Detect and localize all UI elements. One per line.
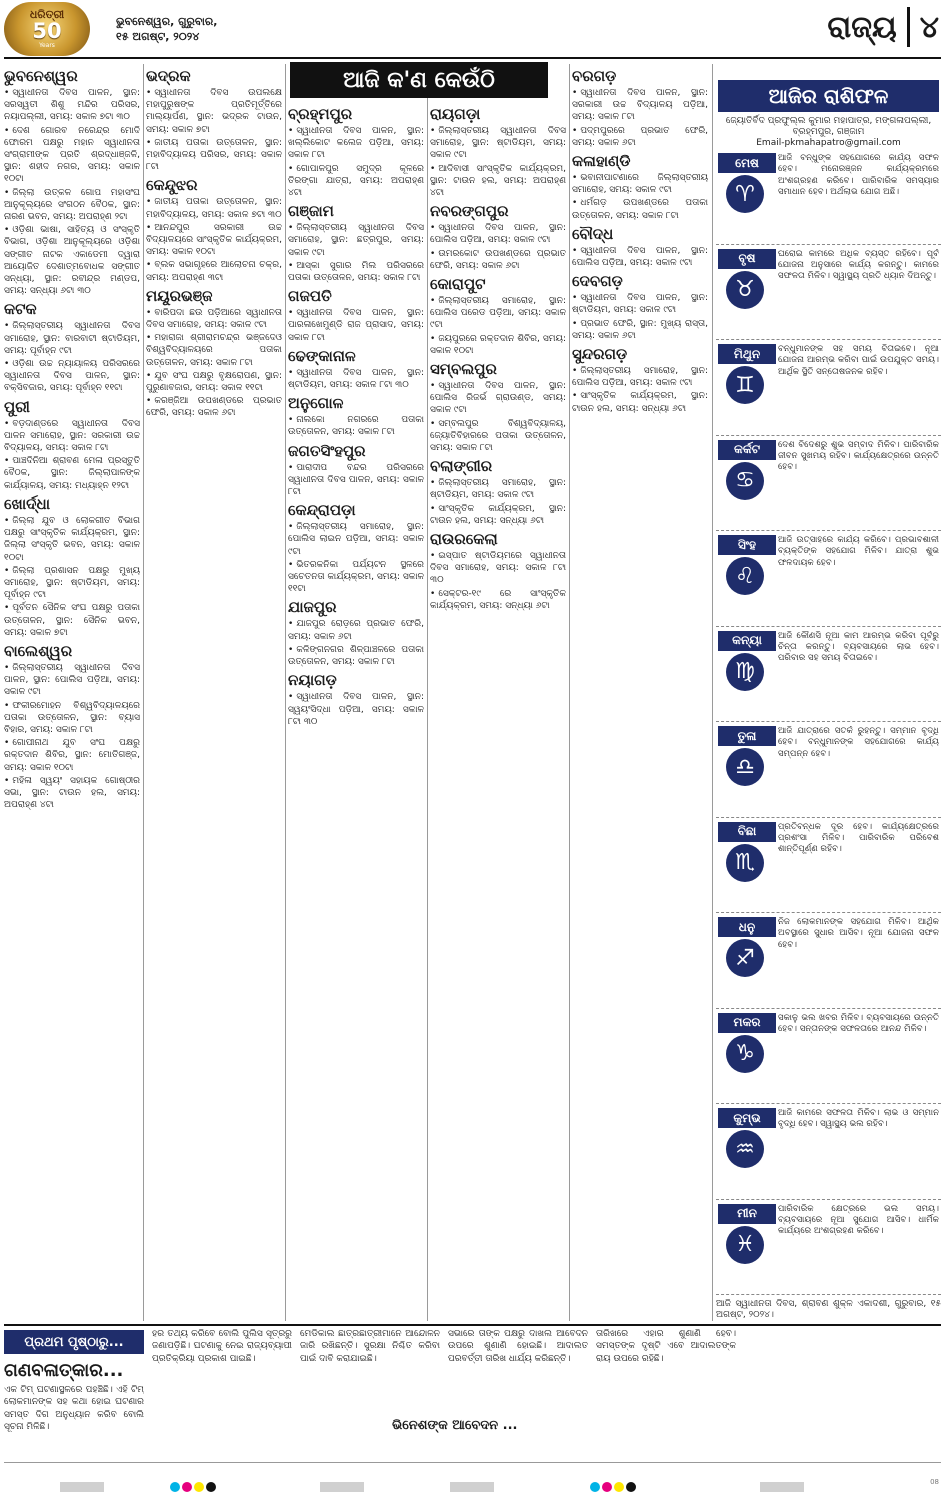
dateline-place-day: ଭୁବନେଶ୍ୱର, ଗୁରୁବାର,: [116, 15, 218, 28]
district-heading: ମୟୂରଭଞ୍ଜ: [146, 286, 213, 305]
event-entry: • ସ୍ୱାଧୀନତା ଦିବସ ପାଳନ, ସ୍ଥାନ: ଖଲ୍ଲିକୋଟ କଲେଜ ପଡ଼ିଆ, ସମୟ: ସକାଳ ୮ଟା: [288, 125, 424, 162]
event-entry: • ଓଡ଼ିଶା ଉଚ୍ଚ ନ୍ୟାୟାଳୟ ପରିସରରେ ସ୍ୱାଧୀନତା ଦିବସ ପାଳନ, ସ୍ଥାନ: ବକ୍ସିବଜାର, ସମୟ: ପୂର୍ବାହ୍ନ ୧୧ଟା: [4, 358, 140, 395]
event-entry: • ପୂର୍ବତନ ସୈନିକ ସଂଘ ପକ୍ଷରୁ ପତାକା ଉତ୍ତୋଳନ, ସ୍ଥାନ: ସୈନିକ ଭବନ, ସମୟ: ସକାଳ ୭ଟା: [4, 602, 140, 639]
horoscope-byline: ଜ୍ୟୋତିର୍ବିଦ ପ୍ରଫୁଲ୍ଲ କୁମାର ମହାପାତ୍ର, ମଙ୍ଗଳାପଲ୍ଲୀ, ବ୍ରହ୍ମପୁର, ଗଞ୍ଜାମ: [725, 116, 932, 137]
district-heading: କଳାହାଣ୍ଡି: [572, 152, 631, 171]
district-heading: ସୁନ୍ଦରଗଡ଼: [572, 345, 628, 364]
continuation-text: ହର ତଥ୍ୟ କରିବେ ବୋଲି ପୁଲିସ ସୂତ୍ରରୁ ଜଣାପଡ଼ିଛି। ଘଟଣାକୁ ନେଇ ରାଜ୍ୟବ୍ୟାପୀ ପ୍ରତିକ୍ରିୟା ପ୍ରକାଶ ପାଇଛି।: [152, 1329, 292, 1364]
horoscope-title: ଆଜିର ରାଶିଫଳ: [718, 80, 939, 112]
continuation-text: ତାରିଖରେ ଏହାର ଶୁଣାଣି ହେବ। ସମସ୍ତଙ୍କ ଦୃଷ୍ଟି ଏବେ ଆଦାଲତଙ୍କ ରାୟ ଉପରେ ରହିଛି।: [596, 1329, 736, 1364]
event-column: [146, 64, 282, 1321]
event-entry: • ମହାରାଜା ଶ୍ରୀରାମଚନ୍ଦ୍ର ଭଞ୍ଜଦେଓ ବିଶ୍ୱବିଦ୍ୟାଳୟରେ ପତାକା ଉତ୍ତୋଳନ, ସମୟ: ସକାଳ ୮ଟା: [146, 332, 282, 369]
event-column: [4, 64, 140, 1321]
event-columns: [4, 64, 710, 1321]
zodiac-icon: ♏: [726, 844, 764, 882]
sign-entry: [716, 533, 941, 627]
cyan-dot: [590, 1482, 600, 1492]
sign-forecast: ଆଜି କାମରେ ସଫଳତା ମିଳିବ। ଲାଭ ଓ ସମ୍ମାନ ବୃଦ୍ଧି ହେବ। ସ୍ୱାସ୍ଥ୍ୟ ଭଲ ରହିବ।: [778, 1108, 939, 1130]
zodiac-icon: ♌: [726, 557, 764, 595]
front-page-continuation-label: ପ୍ରଥମ ପୃଷ୍ଠାରୁ...: [4, 1330, 144, 1354]
sign-name: ମକର: [718, 1013, 776, 1033]
district-heading: ଭଦ୍ରକ: [146, 67, 191, 85]
color-registration-marks: [590, 1482, 636, 1492]
continuation-headline: ଗଣବଳାତ୍କାର...: [4, 1360, 124, 1381]
event-entry: • ସ୍ୱାଧୀନତା ଦିବସ ପାଳନ, ସ୍ଥାନ: ଷ୍ଟାଡିୟମ, ସମୟ: ସକାଳ ୮ଟା ୩୦: [288, 367, 424, 391]
continuation-text: ଏକ ଟିମ୍ ଘଟଣାସ୍ଥଳରେ ପହଞ୍ଚିଛି। ଏହି ଟିମ୍ ଲୋକମାନଙ୍କ ସହ କଥା ହୋଇ ଘଟଣାର ସମସ୍ତ ଦିଗ ଅନୁଧ୍ୟାନ କରିବ ବୋଲି ସୂଚନା ମିଳିଛି।: [4, 1385, 144, 1432]
zodiac-icon: ♋: [726, 462, 764, 500]
event-entry: • ଧର୍ମଗଡ଼ ଉପଖଣ୍ଡରେ ପତାକା ଉତ୍ତୋଳନ, ସମୟ: ସକାଳ ୮ଟା: [572, 197, 708, 221]
district-heading: ଦେବଗଡ଼: [572, 272, 623, 291]
event-entry: • ସାଂସ୍କୃତିକ କାର୍ଯ୍ୟକ୍ରମ, ସ୍ଥାନ: ଟାଉନ ହଲ, ସମୟ: ସନ୍ଧ୍ୟା ୬ଟା: [572, 390, 708, 414]
event-entry: • ନାଲକୋ ନଗରରେ ପତାକା ଉତ୍ତୋଳନ, ସମୟ: ସକାଳ ୮ଟା: [288, 414, 424, 438]
brand-name: ଧରିତ୍ରୀ: [29, 8, 65, 21]
event-column: [288, 64, 424, 1321]
sign-name: ମିଥୁନ: [718, 344, 776, 364]
panchang-note: ଆଜି ସ୍ୱାଧୀନତା ଦିବସ, ଶ୍ରାବଣ ଶୁକ୍ଳ ଏକାଦଶୀ, ଗୁରୁବାର, ୧୫ ଅଗଷ୍ଟ, ୨୦୨୪।: [716, 1299, 941, 1320]
event-entry: • ଜିଲ୍ଲା ଯୁବ ଓ ଲୋକଗୀତ ବିଭାଗ ପକ୍ଷରୁ ସାଂସ୍କୃତିକ କାର୍ଯ୍ୟକ୍ରମ, ସ୍ଥାନ: ଜିଲ୍ଲା ସଂସ୍କୃତି ଭବନ, ସମୟ: ସକାଳ ୧୦ଟା: [4, 515, 140, 564]
event-entry: • ଭିତରକନିକା ପର୍ଯ୍ୟଟନ ସ୍ଥଳରେ ସଚେତନତା କାର୍ଯ୍ୟକ୍ରମ, ସମୟ: ସକାଳ ୧୧ଟା: [288, 559, 424, 596]
section-name: ରାଜ୍ୟ: [827, 9, 897, 45]
zodiac-icon: ♐: [726, 939, 764, 977]
event-entry: • ଯୁବ ସଂଘ ପକ୍ଷରୁ ବୃକ୍ଷରୋପଣ, ସ୍ଥାନ: ପୁରୁଣାବଜାର, ସମୟ: ସକାଳ ୧୧ଟା: [146, 370, 282, 394]
event-entry: • ଜିଲ୍ଲା ଉତ୍କଳ ଗୋପ ମହାସଂଘ ଆନୁକୂଲ୍ୟରେ ସଂଗଠନ ବୈଠକ, ସ୍ଥାନ: ନାରଣ ଭବନ, ସମୟ: ଅପରାହ୍ଣ ୨ଟା: [4, 187, 140, 224]
event-entry: • ଫକୀରମୋହନ ବିଶ୍ୱବିଦ୍ୟାଳୟରେ ପତାକା ଉତ୍ତୋଳନ, ସ୍ଥାନ: ବ୍ୟାସ ବିହାର, ସମୟ: ସକାଳ ୮ଟା: [4, 700, 140, 737]
event-entry: • ପାଞ୍ଚଦିନିଆ ଶ୍ରାବଣ ମେଳା ପ୍ରସ୍ତୁତି ବୈଠକ, ସ୍ଥାନ: ଜିଲ୍ଲାପାଳଙ୍କ କାର୍ଯ୍ୟାଳୟ, ସମୟ: ମଧ୍ୟାହ୍ନ ୧୨ଟା: [4, 455, 140, 492]
district-heading: ଗଞ୍ଜାମ: [288, 202, 334, 221]
event-column: [572, 64, 708, 1321]
zodiac-icon: ♈: [726, 175, 764, 213]
dateline: [116, 14, 306, 44]
zodiac-icon: ♑: [726, 1035, 764, 1073]
event-entry: • ସ୍ୱାଧୀନତା ଦିବସ ପାଳନ, ସ୍ଥାନ: ପାରଳାଖେମୁଣ୍ଡି ରାଜ ପ୍ରାସାଦ, ସମୟ: ସକାଳ ୮ଟା: [288, 307, 424, 344]
event-entry: • ଯାଜପୁର ରୋଡ଼ରେ ପ୍ରଭାତ ଫେରି, ସମୟ: ସକାଳ ୬ଟା: [288, 618, 424, 642]
sign-entry: [716, 247, 941, 341]
district-heading: ବରଗଡ଼: [572, 67, 617, 85]
sign-entry: [716, 820, 941, 914]
zodiac-icon: ♒: [726, 1130, 764, 1168]
district-heading: ଢେଙ୍କାନାଳ: [288, 346, 356, 365]
sign-name: ବିଛା: [718, 822, 776, 842]
zodiac-icon: ♎: [726, 748, 764, 786]
sign-entry: [716, 438, 941, 532]
event-entry: • ସାଂସ୍କୃତିକ କାର୍ଯ୍ୟକ୍ରମ, ସ୍ଥାନ: ଟାଉନ ହଲ, ସମୟ: ସନ୍ଧ୍ୟା ୬ଟା: [430, 503, 566, 527]
district-heading: ଅନୁଗୋଳ: [288, 394, 344, 413]
event-entry: • ପଦ୍ମପୁରରେ ପ୍ରଭାତ ଫେରି, ସମୟ: ସକାଳ ୬ଟା: [572, 125, 708, 149]
column-divider: [569, 64, 570, 1321]
district-heading: ନବରଙ୍ଗପୁର: [430, 202, 509, 221]
event-entry: • ସ୍ୱାଧୀନତା ଦିବସ ପାଳନ, ସ୍ଥାନ: ପୋଲିସ ପଡ଼ିଆ, ସମୟ: ସକାଳ ୯ଟା: [572, 245, 708, 269]
continuation-subhead: ଭିନେଶଙ୍କ ଆବେଦନ ...: [392, 1418, 552, 1438]
event-entry: • ଆଦିବାସୀ ସାଂସ୍କୃତିକ କାର୍ଯ୍ୟକ୍ରମ, ସ୍ଥାନ: ଟାଉନ ହଲ, ସମୟ: ଅପରାହ୍ଣ ୪ଟା: [430, 163, 566, 200]
cyan-dot: [170, 1482, 180, 1492]
event-column: [430, 64, 566, 1321]
event-entry: • ଜିଲ୍ଲାସ୍ତରୀୟ ସ୍ୱାଧୀନତା ଦିବସ ପାଳନ, ସ୍ଥାନ: ପୋଲିସ ପଡ଼ିଆ, ସମୟ: ସକାଳ ୯ଟା: [4, 662, 140, 699]
district-heading: କଟକ: [4, 300, 37, 319]
event-entry: • ସ୍ୱାଧୀନତା ଦିବସ ପାଳନ, ସ୍ଥାନ: ସ୍ୱୟଂସିଦ୍ଧା ପଡ଼ିଆ, ସମୟ: ସକାଳ ୮ଟା ୩୦: [288, 691, 424, 728]
event-entry: • ଜିଲ୍ଲାସ୍ତରୀୟ ସମାରୋହ, ସ୍ଥାନ: ପୋଲିସ ପଡ଼ିଆ, ସମୟ: ସକାଳ ୯ଟା: [572, 365, 708, 389]
sign-entry: [716, 342, 941, 436]
masthead: [0, 0, 945, 58]
event-entry: • ସେକ୍ଟର-୧୯ ରେ ସାଂସ୍କୃତିକ କାର୍ଯ୍ୟକ୍ରମ, ସମୟ: ସନ୍ଧ୍ୟା ୬ଟା: [430, 588, 566, 612]
district-heading: ଗଜପତି: [288, 287, 332, 306]
horoscope-email: Email-pkmahapatro@gmail.com: [756, 138, 901, 148]
event-entry: • ଦେଶ ଗୋରବ ନରେନ୍ଦ୍ର ମୋଦି ଫୋରମ ପକ୍ଷରୁ ମହାନ ସ୍ୱାଧୀନତା ସଂଗ୍ରାମୀଙ୍କ ପ୍ରତି ଶ୍ରଦ୍ଧାଞ୍ଜଳି, ସ୍ଥାନ: ଶହୀଦ ନଗର, ସମୟ: ସକାଳ ୧୦ଟା: [4, 125, 140, 186]
sign-forecast: ଦେଶ ବିଦେଶରୁ ଶୁଭ ସମ୍ବାଦ ମିଳିବ। ପାରିବାରିକ ଜୀବନ ସୁଖମୟ ରହିବ। କାର୍ଯ୍ୟକ୍ଷେତ୍ରରେ ଉନ୍ନତି ହେବ।: [778, 439, 939, 473]
continuation-text: ସଭାରେ ତାଙ୍କ ପକ୍ଷରୁ ଦାଖଲ ଆବେଦନ ଉପରେ ଶୁଣାଣି ହୋଇଛି। ଆଦାଲତ ପରବର୍ତ୍ତୀ ତାରିଖ ଧାର୍ଯ୍ୟ କରିଛନ୍ତି।: [448, 1329, 588, 1364]
event-entry: • ଉମରକୋଟ ଉପଖଣ୍ଡରେ ପ୍ରଭାତ ଫେରି, ସମୟ: ସକାଳ ୬ଟା: [430, 248, 566, 272]
event-entry: • ପ୍ରଭାତ ଫେରି, ସ୍ଥାନ: ମୁଖ୍ୟ ରାସ୍ତା, ସମୟ: ସକାଳ ୬ଟା: [572, 318, 708, 342]
yellow-dot: [194, 1482, 204, 1492]
sign-entry: [716, 915, 941, 1009]
district-heading: ରାଉରକେଲା: [430, 530, 498, 549]
district-heading: ନୟାଗଡ଼: [288, 671, 337, 690]
page-number: ୪: [919, 9, 939, 45]
sign-forecast: ଆଜି ବନ୍ଧୁଙ୍କ ସହଯୋଗରେ କାର୍ଯ୍ୟ ସଫଳ ହେବ। ମନୋରଞ୍ଜନ କାର୍ଯ୍ୟକ୍ରମରେ ଅଂଶଗ୍ରହଣ କରିବେ। ପାରିବାରିକ ସମସ୍ୟାର ସମାଧାନ ହେବ। ଅର୍ଥଲାଭ ଯୋଗ ଅଛି।: [778, 153, 939, 197]
sign-entry: [716, 1106, 941, 1200]
event-entry: • କରଞ୍ଜିଆ ଉପଖଣ୍ଡରେ ପ୍ରଭାତ ଫେରି, ସମୟ: ସକାଳ ୬ଟା: [146, 395, 282, 419]
event-entry: • ସ୍ୱାଧୀନତା ଦିବସ ପାଳନ, ସ୍ଥାନ: ପୋଲିସ ପଡ଼ିଆ, ସମୟ: ସକାଳ ୯ଟା: [430, 222, 566, 246]
event-entry: • ବାରିପଦା ଛଉ ପଡ଼ିଆରେ ସ୍ୱାଧୀନତା ଦିବସ ସମାରୋହ, ସମୟ: ସକାଳ ୯ଟା: [146, 307, 282, 331]
event-entry: • ସ୍ୱାଧୀନତା ଦିବସ ପାଳନ, ସ୍ଥାନ: ପୋଲିସ ରିଜର୍ଭ ଗ୍ରାଉଣ୍ଡ, ସମୟ: ସକାଳ ୯ଟା: [430, 380, 566, 417]
event-entry: • ଗୋପୀନାଥ ଯୁବ ସଂଘ ପକ୍ଷରୁ ରକ୍ତଦାନ ଶିବିର, ସ୍ଥାନ: ମୋତିଗଞ୍ଜ, ସମୟ: ସକାଳ ୧୦ଟା: [4, 737, 140, 774]
sign-entry: [716, 629, 941, 723]
event-entry: • ସମ୍ବଲପୁର ବିଶ୍ୱବିଦ୍ୟାଳୟ, ଜ୍ୟୋତିବିହାରରେ ପତାକା ଉତ୍ତୋଳନ, ସମୟ: ସକାଳ ୮ଟା: [430, 418, 566, 455]
event-entry: • ଆନନ୍ଦପୁର ସରକାରୀ ଉଚ୍ଚ ବିଦ୍ୟାଳୟରେ ସାଂସ୍କୃତିକ କାର୍ଯ୍ୟକ୍ରମ, ସମୟ: ସକାଳ ୧୦ଟା: [146, 222, 282, 259]
black-dot: [206, 1482, 216, 1492]
sign-forecast: ପାରିବାରିକ କ୍ଷେତ୍ରରେ ଭଲ ସମୟ। ବ୍ୟବସାୟରେ ନୂଆ ସୁଯୋଗ ଆସିବ। ଧାର୍ମିକ କାର୍ଯ୍ୟରେ ଅଂଶଗ୍ରହଣ କରିବେ।: [778, 1203, 939, 1237]
district-heading: ସମ୍ବଲପୁର: [430, 360, 497, 379]
sign-name: ତୁଳା: [718, 726, 776, 746]
section-header: [793, 2, 939, 52]
zodiac-icon: ♍: [726, 653, 764, 691]
event-entry: • ବ୍ଲକ ସଭାଗୃହରେ ଆଲୋଚନା ଚକ୍ର, ସମୟ: ଅପରାହ୍ଣ ୩ଟା: [146, 259, 282, 283]
district-heading: ଯାଜପୁର: [288, 598, 337, 617]
sign-forecast: ଘରୋଇ କାମରେ ଅଧିକ ବ୍ୟସ୍ତ ରହିବେ। ପୂର୍ବ ଯୋଜନା ଅନୁସାରେ କାର୍ଯ୍ୟ କରନ୍ତୁ। କାମରେ ସଫଳତା ମିଳିବ। ସ୍ୱାସ୍ଥ୍ୟ ପ୍ରତି ଧ୍ୟାନ ଦିଅନ୍ତୁ।: [778, 248, 939, 282]
sign-entry: [716, 724, 941, 818]
sign-entry: [716, 1202, 941, 1296]
event-entry: • ମହିଳା ସ୍ୱୟଂ ସହାୟକ ଗୋଷ୍ଠୀର ସଭା, ସ୍ଥାନ: ଟାଉନ ହଲ, ସମୟ: ଅପରାହ୍ଣ ୪ଟା: [4, 775, 140, 812]
sign-list: [716, 151, 941, 1321]
anniversary-sub: Years: [39, 42, 55, 49]
district-heading: ଭୁବନେଶ୍ୱର: [4, 67, 78, 85]
event-entry: • ସ୍ୱାଧୀନତା ଦିବସ ପାଳନ, ସ୍ଥାନ: ସରକାରୀ ଉଚ୍ଚ ବିଦ୍ୟାଳୟ ପଡ଼ିଆ, ସମୟ: ସକାଳ ୮ଟା: [572, 87, 708, 124]
magenta-dot: [602, 1482, 612, 1492]
sign-forecast: ସକାଳୁ ଭଲ ଖବର ମିଳିବ। ବ୍ୟବସାୟରେ ଉନ୍ନତି ହେବ। ସନ୍ତାନଙ୍କ ସଫଳତାରେ ଆନନ୍ଦ ମିଳିବ।: [778, 1012, 939, 1034]
district-heading: ଖୋର୍ଦ୍ଧା: [4, 494, 51, 513]
sign-name: ମେଷ: [718, 153, 776, 173]
event-entry: • ଭବାନୀପାଟଣାରେ ଜିଲ୍ଲାସ୍ତରୀୟ ସମାରୋହ, ସମୟ: ସକାଳ ୯ଟା: [572, 172, 708, 196]
event-entry: • ଜାତୀୟ ପତାକା ଉତ୍ତୋଳନ, ସ୍ଥାନ: ମହାବିଦ୍ୟାଳୟ ପରିସର, ସମୟ: ସକାଳ ୮ଟା: [146, 137, 282, 174]
sign-name: ଧନୁ: [718, 917, 776, 937]
event-entry: • ଜିଲ୍ଲାସ୍ତରୀୟ ସ୍ୱାଧୀନତା ଦିବସ ସମାରୋହ, ସ୍ଥାନ: ବାରବାଟୀ ଷ୍ଟାଡିୟମ, ସମୟ: ପୂର୍ବାହ୍ନ ୯ଟା: [4, 320, 140, 357]
district-heading: ଜଗତସିଂହପୁର: [288, 441, 366, 460]
main-title: ଆଜି କ'ଣ କେଉଁଠି: [290, 62, 548, 98]
registration-block: [760, 1482, 804, 1492]
sign-name: କନ୍ୟା: [718, 631, 776, 651]
district-heading: ରାୟଗଡ଼ା: [430, 105, 481, 123]
black-dot: [626, 1482, 636, 1492]
district-heading: ବାଲେଶ୍ୱର: [4, 641, 73, 660]
event-entry: • ଜିଲ୍ଲାସ୍ତରୀୟ ସମାରୋହ, ସ୍ଥାନ: ଷ୍ଟାଡିୟମ, ସମୟ: ସକାଳ ୯ଟା: [430, 477, 566, 501]
event-entry: • ପାରାଦୀପ ବନ୍ଦର ପରିସରରେ ସ୍ୱାଧୀନତା ଦିବସ ପାଳନ, ସମୟ: ସକାଳ ୮ଟା: [288, 462, 424, 499]
event-entry: • ଜିଲ୍ଲାସ୍ତରୀୟ ସମାରୋହ, ସ୍ଥାନ: ପୋଲିସ ଲାଇନ ପଡ଼ିଆ, ସମୟ: ସକାଳ ୯ଟା: [288, 521, 424, 558]
footer-rule: [4, 1462, 941, 1463]
anniversary-emblem: [4, 2, 90, 56]
registration-block: [60, 1482, 104, 1492]
district-heading: କୋରାପୁଟ: [430, 275, 486, 294]
district-heading: ପୁରୀ: [4, 397, 30, 416]
sign-entry: [716, 151, 941, 245]
event-entry: • କଳିଙ୍ଗନଗର ଶିଳ୍ପାଞ୍ଚଳରେ ପତାକା ଉତ୍ତୋଳନ, ସମୟ: ସକାଳ ୮ଟା: [288, 644, 424, 668]
event-entry: • ଇସ୍ପାତ ଷ୍ଟାଡିୟମରେ ସ୍ୱାଧୀନତା ଦିବସ ସମାରୋହ, ସମୟ: ସକାଳ ୮ଟା ୩୦: [430, 550, 566, 587]
district-heading: ବ୍ରହ୍ମପୁର: [288, 105, 353, 123]
zodiac-icon: ♊: [726, 366, 764, 404]
sign-name: ବୃଷ: [718, 249, 776, 269]
horoscope-panel: [716, 80, 941, 1321]
top-rule: [4, 57, 941, 59]
sign-forecast: ଆଜି କୌଣସି ନୂଆ କାମ ଆରମ୍ଭ କରିବା ପୂର୍ବରୁ ଚିନ୍ତା କରନ୍ତୁ। ବ୍ୟବସାୟରେ ଲାଭ ହେବ। ପରିବାର ସହ ସମୟ ବିତାଇବେ।: [778, 630, 939, 664]
district-heading: ବଲାଙ୍ଗୀର: [430, 457, 493, 476]
event-entry: • ସ୍ୱାଧୀନତା ଦିବସ ପାଳନ, ସ୍ଥାନ: ସରସ୍ୱତୀ ଶିଶୁ ମନ୍ଦିର ପରିସର, ନୟାପଲ୍ଲୀ, ସମୟ: ସକାଳ ୭ଟା ୩୦: [4, 87, 140, 124]
event-entry: • ଜିଲ୍ଲାସ୍ତରୀୟ ସମାରୋହ, ସ୍ଥାନ: ପୋଲିସ ପରେଡ ପଡ଼ିଆ, ସମୟ: ସକାଳ ୯ଟା: [430, 295, 566, 332]
zodiac-icon: ♓: [726, 1226, 764, 1264]
sign-name: କୁମ୍ଭ: [718, 1108, 776, 1128]
event-entry: • ସ୍ୱାଧୀନତା ଦିବସ ପାଳନ, ସ୍ଥାନ: ଷ୍ଟାଡିୟମ, ସମୟ: ସକାଳ ୯ଟା: [572, 292, 708, 316]
column-divider: [143, 64, 144, 1321]
registration-block: [450, 1482, 494, 1492]
district-heading: ବୌଦ୍ଧ: [572, 224, 614, 243]
sign-forecast: ଆଜି ଯାତ୍ରାରେ ସତର୍କ ରୁହନ୍ତୁ। ସମ୍ମାନ ବୃଦ୍ଧି ହେବ। ବନ୍ଧୁମାନଙ୍କ ସହଯୋଗରେ କାର୍ଯ୍ୟ ସମ୍ପନ୍ନ ହେବ।: [778, 726, 939, 759]
event-entry: • ଜୟପୁରରେ ରକ୍ତଦାନ ଶିବିର, ସମୟ: ସକାଳ ୧୦ଟା: [430, 333, 566, 357]
event-entry: • ଜିଲ୍ଲାସ୍ତରୀୟ ସ୍ୱାଧୀନତା ଦିବସ ସମାରୋହ, ସ୍ଥାନ: ଛତ୍ରପୁର, ସମୟ: ସକାଳ ୯ଟା: [288, 222, 424, 259]
folio: 08: [930, 1478, 939, 1486]
event-entry: • ଜାତୀୟ ପତାକା ଉତ୍ତୋଳନ, ସ୍ଥାନ: ମହାବିଦ୍ୟାଳୟ, ସମୟ: ସକାଳ ୭ଟା ୩୦: [146, 196, 282, 220]
anniversary-number: 50: [32, 19, 62, 43]
magenta-dot: [182, 1482, 192, 1492]
column-divider: [427, 64, 428, 1321]
event-entry: • ଗୋପାଳପୁର ସମୁଦ୍ର କୂଳରେ ତିରଙ୍ଗା ଯାତ୍ରା, ସମୟ: ଅପରାହ୍ଣ ୪ଟା: [288, 163, 424, 200]
event-entry: • ଆସ୍କା ସୁଗାର ମିଲ ପରିସରରେ ପତାକା ଉତ୍ତୋଳନ, ସମୟ: ସକାଳ ୮ଟା: [288, 260, 424, 284]
bottom-rule: [4, 1324, 941, 1326]
district-heading: କେନ୍ଦୁଝର: [146, 176, 198, 195]
district-heading: କେନ୍ଦ୍ରାପଡ଼ା: [288, 501, 356, 520]
event-entry: • ବଡ଼ଦାଣ୍ଡରେ ସ୍ୱାଧୀନତା ଦିବସ ପାଳନ ସମାରୋହ, ସ୍ଥାନ: ସରକାରୀ ଉଚ୍ଚ ବିଦ୍ୟାଳୟ, ସମୟ: ସକାଳ ୮ଟା: [4, 418, 140, 455]
yellow-dot: [614, 1482, 624, 1492]
sign-forecast: ବନ୍ଧୁମାନଙ୍କ ସହ ସମୟ ବିତାଇବେ। ନୂଆ ଯୋଜନା ଆରମ୍ଭ କରିବା ପାଇଁ ଉପଯୁକ୍ତ ସମୟ। ଆର୍ଥିକ ସ୍ଥିତି ସନ୍ତୋଷଜନକ ରହିବ।: [778, 344, 939, 377]
sign-forecast: ପ୍ରତିବନ୍ଧକ ଦୂର ହେବ। କାର୍ଯ୍ୟକ୍ଷେତ୍ରରେ ପ୍ରଶଂସା ମିଳିବ। ପାରିବାରିକ ପରିବେଶ ଶାନ୍ତିପୂର୍ଣ୍ଣ ରହିବ।: [778, 821, 939, 855]
continuation-text: ମେଡିକାଲ ଛାତ୍ରଛାତ୍ରୀମାନେ ଆନ୍ଦୋଳନ ଜାରି ରଖିଛନ୍ତି। ସୁରକ୍ଷା ନିଶ୍ଚିତ କରିବା ପାଇଁ ଦାବି କରାଯାଇଛି।: [300, 1329, 440, 1364]
column-divider: [285, 64, 286, 1321]
event-entry: • ସ୍ୱାଧୀନତା ଦିବସ ଉପଲକ୍ଷେ ମହାପୁରୁଷଙ୍କ ପ୍ରତିମୂର୍ତ୍ତିରେ ମାଲ୍ୟାର୍ପଣ, ସ୍ଥାନ: ଭଦ୍ରକ ଟାଉନ, ସମୟ: ସକାଳ ୭ଟା: [146, 87, 282, 136]
color-registration-marks: [170, 1482, 216, 1492]
sign-name: କର୍କଟ: [718, 440, 776, 460]
event-entry: • ଜିଲ୍ଲାସ୍ତରୀୟ ସ୍ୱାଧୀନତା ଦିବସ ସମାରୋହ, ସ୍ଥାନ: ଷ୍ଟାଡିୟମ, ସମୟ: ସକାଳ ୯ଟା: [430, 125, 566, 162]
sign-forecast: ନିଜ ଲୋକମାନଙ୍କ ସହଯୋଗ ମିଳିବ। ଆର୍ଥିକ ଅବସ୍ଥାରେ ସୁଧାର ଆସିବ। ନୂଆ ଯୋଜନା ସଫଳ ହେବ।: [778, 917, 939, 950]
sign-name: ସିଂହ: [718, 535, 776, 555]
sign-name: ମୀନ: [718, 1204, 776, 1224]
zodiac-icon: ♉: [726, 271, 764, 309]
column-divider: [712, 64, 713, 1321]
sign-entry: [716, 1011, 941, 1105]
registration-block: [320, 1482, 364, 1492]
sign-forecast: ଆଜି ଉତ୍ସାହରେ କାର୍ଯ୍ୟ କରିବେ। ପ୍ରଭାବଶାଳୀ ବ୍ୟକ୍ତିଙ୍କ ସହଯୋଗ ମିଳିବ। ଯାତ୍ରା ଶୁଭ ଫଳଦାୟକ ହେବ।: [778, 535, 939, 568]
dateline-date: ୧୫ ଅଗଷ୍ଟ, ୨୦୨୪: [116, 30, 200, 43]
section-divider: [907, 7, 910, 47]
event-entry: • ଓଡ଼ିଶା ଭାଷା, ସାହିତ୍ୟ ଓ ସଂସ୍କୃତି ବିଭାଗ, ଓଡ଼ିଶା ଆନୁକୂଲ୍ୟରେ ଓଡ଼ିଶା ସଙ୍ଗୀତ ନାଟକ ଏକାଡେମୀ ଦ୍ୱାରା ଆୟୋଜିତ ଦେଶାତ୍ମବୋଧକ ସଙ୍ଗୀତ ସନ୍ଧ୍ୟା, ସ୍ଥାନ: ରବୀନ୍ଦ୍ର ମଣ୍ଡପ, ସମୟ: ସନ୍ଧ୍ୟା ୬ଟା ୩୦: [4, 224, 140, 297]
event-entry: • ଜିଲ୍ଲା ପ୍ରଶାସନ ପକ୍ଷରୁ ମୁଖ୍ୟ ସମାରୋହ, ସ୍ଥାନ: ଷ୍ଟାଡିୟମ, ସମୟ: ପୂର୍ବାହ୍ନ ୯ଟା: [4, 565, 140, 602]
